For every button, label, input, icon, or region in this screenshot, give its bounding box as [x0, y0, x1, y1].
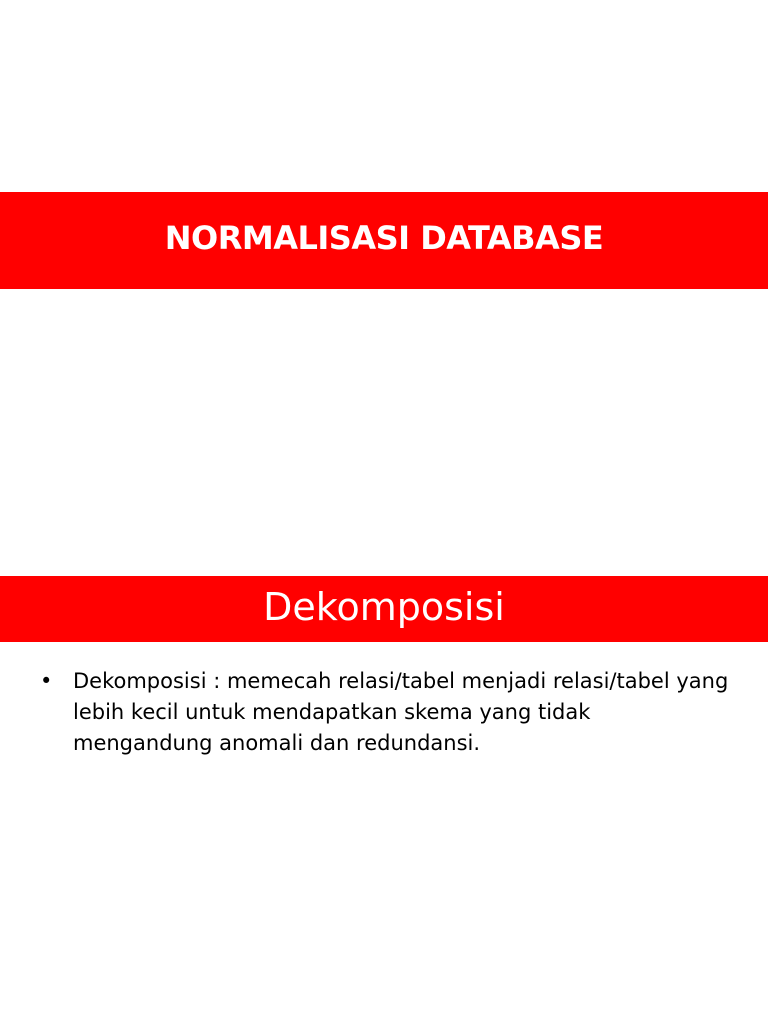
section-content [40, 666, 730, 759]
title-banner [0, 192, 768, 289]
bullet-marker: • [40, 669, 53, 693]
document-title: NORMALISASI DATABASE [164, 218, 604, 257]
bullet-item [40, 666, 730, 759]
section-banner [0, 576, 768, 642]
bullet-text: Dekomposisi : memecah relasi/tabel menjadi relasi/tabel yang lebih kecil untuk mendapatkan skema yang tidak mengandung anomali dan redundansi. [73, 669, 729, 755]
bullet-list [40, 666, 730, 759]
section-heading: Dekomposisi [263, 585, 505, 629]
